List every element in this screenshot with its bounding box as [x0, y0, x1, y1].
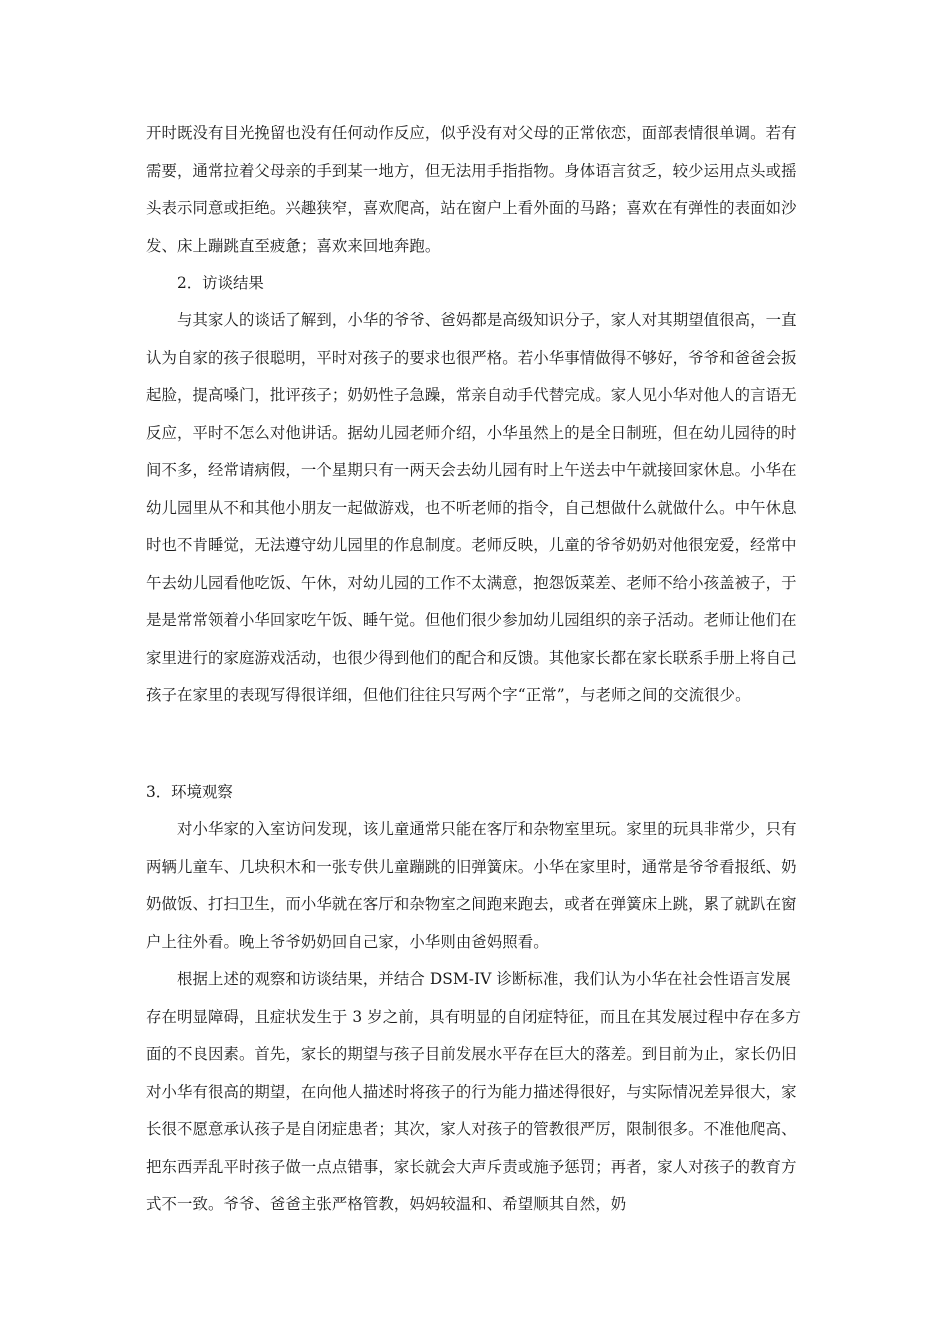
paragraph-interview-results: 与其家人的谈话了解到，小华的爷爷、爸妈都是高级知识分子，家人对其期望值很高，一直认为自家的孩子很聪明，平时对孩子的要求也很严格。若小华事情做得不够好，爷爷和爸爸会扳起脸，提高嗓门，批评孩子；奶奶性子急躁，常亲自动手代替完成。家人见小华对他人的言语无反应，平时不怎么对他讲话。据幼儿园老师介绍，小华虽然上的是全日制班，但在幼儿园待的时间不多，经常请病假，一个星期只有一两天会去幼儿园有时上午送去中午就接回家休息。小华在幼儿园里从不和其他小朋友一起做游戏，也不听老师的指令，自己想做什么就做什么。中午休息时也不肯睡觉，无法遵守幼儿园里的作息制度。老师反映，儿童的爷爷奶奶对他很宠爱，经常中午去幼儿园看他吃饭、午休，对幼儿园的工作不太满意，抱怨饭菜差、老师不给小孩盖被子，于是是常常领着小华回家吃午饭、睡午觉。但他们很少参加幼儿园组织的亲子活动。老师让他们在家里进行的家庭游戏活动，也很少得到他们的配合和反馈。其他家长都在家长联系手册上将自己孩子在家里的表现写得很详细，但他们往往只写两个字“正常”，与老师之间的交流很少。 [146, 311, 797, 704]
section-heading-environment-observation: 3．环境观察 [146, 783, 233, 801]
paragraph-attachment-behavior: 开时既没有目光挽留也没有任何动作反应，似乎没有对父母的正常依恋，面部表情很单调。若有需要，通常拉着父母亲的手到某一地方，但无法用手指指物。身体语言贫乏，较少运用点头或摇头表示同意或拒绝。兴趣狭窄，喜欢爬高，站在窗户上看外面的马路；喜欢在有弹性的表面如沙发、床上蹦跳直至疲惫；喜欢来回地奔跑。 [146, 124, 797, 255]
paragraph-environment-observation: 对小华家的入室访问发现，该儿童通常只能在客厅和杂物室里玩。家里的玩具非常少，只有两辆儿童车、几块积木和一张专供儿童蹦跳的旧弹簧床。小华在家里时，通常是爷爷看报纸、奶奶做饭、打扫卫生，而小华就在客厅和杂物室之间跑来跑去，或者在弹簧床上跳，累了就趴在窗户上往外看。晚上爷爷奶奶回自己家，小华则由爸妈照看。 [146, 820, 797, 951]
section-heading-interview-results: 2．访谈结果 [177, 274, 264, 292]
paragraph-diagnosis-analysis: 根据上述的观察和访谈结果，并结合 DSM-IV 诊断标准，我们认为小华在社会性语言发展存在明显障碍，且症状发生于 3 岁之前，具有明显的自闭症特征，而且在其发展过程中存在多方面的不良因素。首先，家长的期望与孩子目前发展水平存在巨大的落差。到目前为止，家长仍旧对小华有很高的期望，在向他人描述时将孩子的行为能力描述得很好，与实际情况差异很大，家长很不愿意承认孩子是自闭症患者；其次，家人对孩子的管教很严厉，限制很多。不准他爬高、把东西弄乱平时孩子做一点点错事，家长就会大声斥责或施予惩罚；再者，家人对孩子的教育方式不一致。爷爷、爸爸主张严格管教，妈妈较温和、希望顺其自然，奶 [146, 970, 801, 1213]
